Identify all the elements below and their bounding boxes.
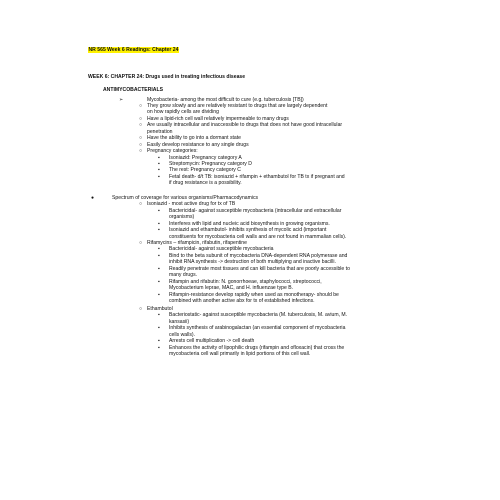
bullet-marker: ▪ xyxy=(158,207,160,214)
outline-item-line: Isoniazid and ethambutol- inhibits synthesis of mycolic acid (important xyxy=(169,227,327,234)
bullet-marker: ▪ xyxy=(158,246,160,253)
outline-item-line: mycobacteria cell wall primarily in lipid portions of this cell wall. xyxy=(169,351,311,358)
bullet-marker: ▪ xyxy=(158,227,160,234)
outline-item-line: Rifampin-resistance develop rapidly when used as monotherapy- should be xyxy=(169,291,339,298)
outline-item-line: constituents for mycobacteria cell walls and are not found in mammalian cells). xyxy=(169,233,347,240)
outline-item-line: Inhibits synthesis of arabinogalactan (an essential component of mycobacteria xyxy=(169,325,346,332)
bullet-marker: ▪ xyxy=(158,338,160,345)
outline-item-line: penetration xyxy=(147,128,173,135)
outline-item-line: on how rapidly cells are dividing xyxy=(147,109,219,116)
outline-item-line: many drugs. xyxy=(169,272,198,279)
outline-item-line: Readily penetrate most tissues and can kill bacteria that are poorly accessible to xyxy=(169,265,350,272)
outline-item-line: organisms) xyxy=(169,214,195,221)
outline-item-line: if drug resistance is a possibility. xyxy=(169,180,242,187)
outline-item-line: Arrests cell multiplication -> cell death xyxy=(169,338,255,345)
bullet-marker: ● xyxy=(91,194,95,201)
bullet-marker: ▪ xyxy=(158,167,160,174)
bullet-marker: ▪ xyxy=(158,161,160,167)
bullet-marker: ○ xyxy=(139,115,143,122)
bullet-marker: ▪ xyxy=(158,154,160,161)
outline-item-line: Easily develop resistance to any single drugs xyxy=(147,141,249,148)
outline-item-line: Have a lipid-rich cell wall relatively impermeable to many drugs xyxy=(147,115,289,122)
outline-item-line: Bacteriostatic- against susceptible mycobacteria (M. tuberculosis, M. avium, M. xyxy=(169,312,348,319)
bullet-marker: ○ xyxy=(139,239,143,246)
outline-item-line: combined with another active abx for tx of established infections. xyxy=(169,298,315,304)
outline-item-line: Enhances the activity of lipophilic drugs (rifampin and ofloxacin) that cross the xyxy=(169,344,345,351)
outline-item-line: Fetal death- d/t TB: isoniazid + rifampin + ethambutol for TB tx if pregnant and xyxy=(169,173,345,180)
outline-item-line: Rifamycins – rifampicin, rifabutin, rifapentine xyxy=(147,239,247,246)
outline-item-line: kansasii) xyxy=(169,318,190,325)
bullet-marker: ▪ xyxy=(158,252,160,259)
outline-item-line: inhibit RNA synthesis -> destruction of both multiplying and inactive bacilli. xyxy=(169,259,336,266)
section-heading: ANTIMYCOBACTERIALS xyxy=(103,87,163,93)
bullet-marker: ▪ xyxy=(158,278,160,285)
bullet-marker: ○ xyxy=(139,141,143,148)
outline-item-line: They grow slowly and are relatively resistant to drugs that are largely dependent xyxy=(147,102,328,109)
document-title xyxy=(88,47,179,53)
bullet-marker: ▪ xyxy=(158,291,160,298)
bullet-marker: ▪ xyxy=(158,344,160,351)
bullet-marker: ▪ xyxy=(158,325,160,332)
bullet-marker: ➢ xyxy=(119,96,124,103)
outline-item-line: Mycobacterium leprae, MAC, and H. influenzae type B. xyxy=(169,285,294,292)
bullet-marker: ▪ xyxy=(158,173,160,180)
outline-item-line: Rifampin and rifabutin: N. gonorrhoeae, staphylococci, streptococci, xyxy=(169,278,322,285)
outline-item-line: Isoniazid - most active drug for tx of TB xyxy=(147,201,236,208)
outline-item-line: Bactericidal- against susceptible mycobacteria xyxy=(169,246,274,253)
outline-item-line: Have the ability to go into a dormant state xyxy=(147,135,242,142)
outline-item-line: Ethambutol xyxy=(147,305,173,312)
outline-item-line: Mycobacteria- among the most difficult to cure (e.g. tuberculosis [TB]) xyxy=(147,96,304,103)
week-heading: WEEK 6: CHAPTER 24: Drugs used in treating infectious disease xyxy=(88,74,246,80)
outline-item-line: cells walls). xyxy=(169,331,196,338)
outline-item-line: Are usually intracellular and inaccessible to drugs that does not have good intracellular xyxy=(147,122,343,129)
bullet-marker: ▪ xyxy=(158,265,160,272)
title-highlight: NR 565 Week 6 Readings: Chapter 24 xyxy=(88,47,179,53)
outline-item-line: Pregnancy categories: xyxy=(147,148,198,155)
outline-item-line: Isoniazid: Pregnancy category A xyxy=(169,154,242,161)
bullet-marker: ○ xyxy=(139,201,143,208)
outline-item-line: Bind to the beta subunit of mycobacteria DNA-dependent RNA polymerase and xyxy=(169,252,348,259)
outline-item-line: Streptomycin: Pregnancy category D xyxy=(169,161,252,167)
bullet-marker: ○ xyxy=(139,122,143,129)
outline-item-line: The rest: Pregnancy category C xyxy=(169,167,241,174)
outline-item-line: Bactericidal- against susceptible mycobacteria (intracellular and extracellular xyxy=(169,207,342,214)
bullet-marker: ○ xyxy=(139,135,143,142)
bullet-marker: ▪ xyxy=(158,220,160,227)
bullet-marker: ○ xyxy=(139,305,143,312)
bullet-marker: ○ xyxy=(139,148,143,155)
outline-item-line: Spectrum of coverage for various organisms/Pharmacodynamics xyxy=(112,194,259,201)
bullet-marker: ○ xyxy=(139,102,143,109)
outline-item-line: Interferes with lipid and nucleic acid biosynthesis in growing organisms. xyxy=(169,220,330,227)
bullet-marker: ▪ xyxy=(158,312,160,319)
